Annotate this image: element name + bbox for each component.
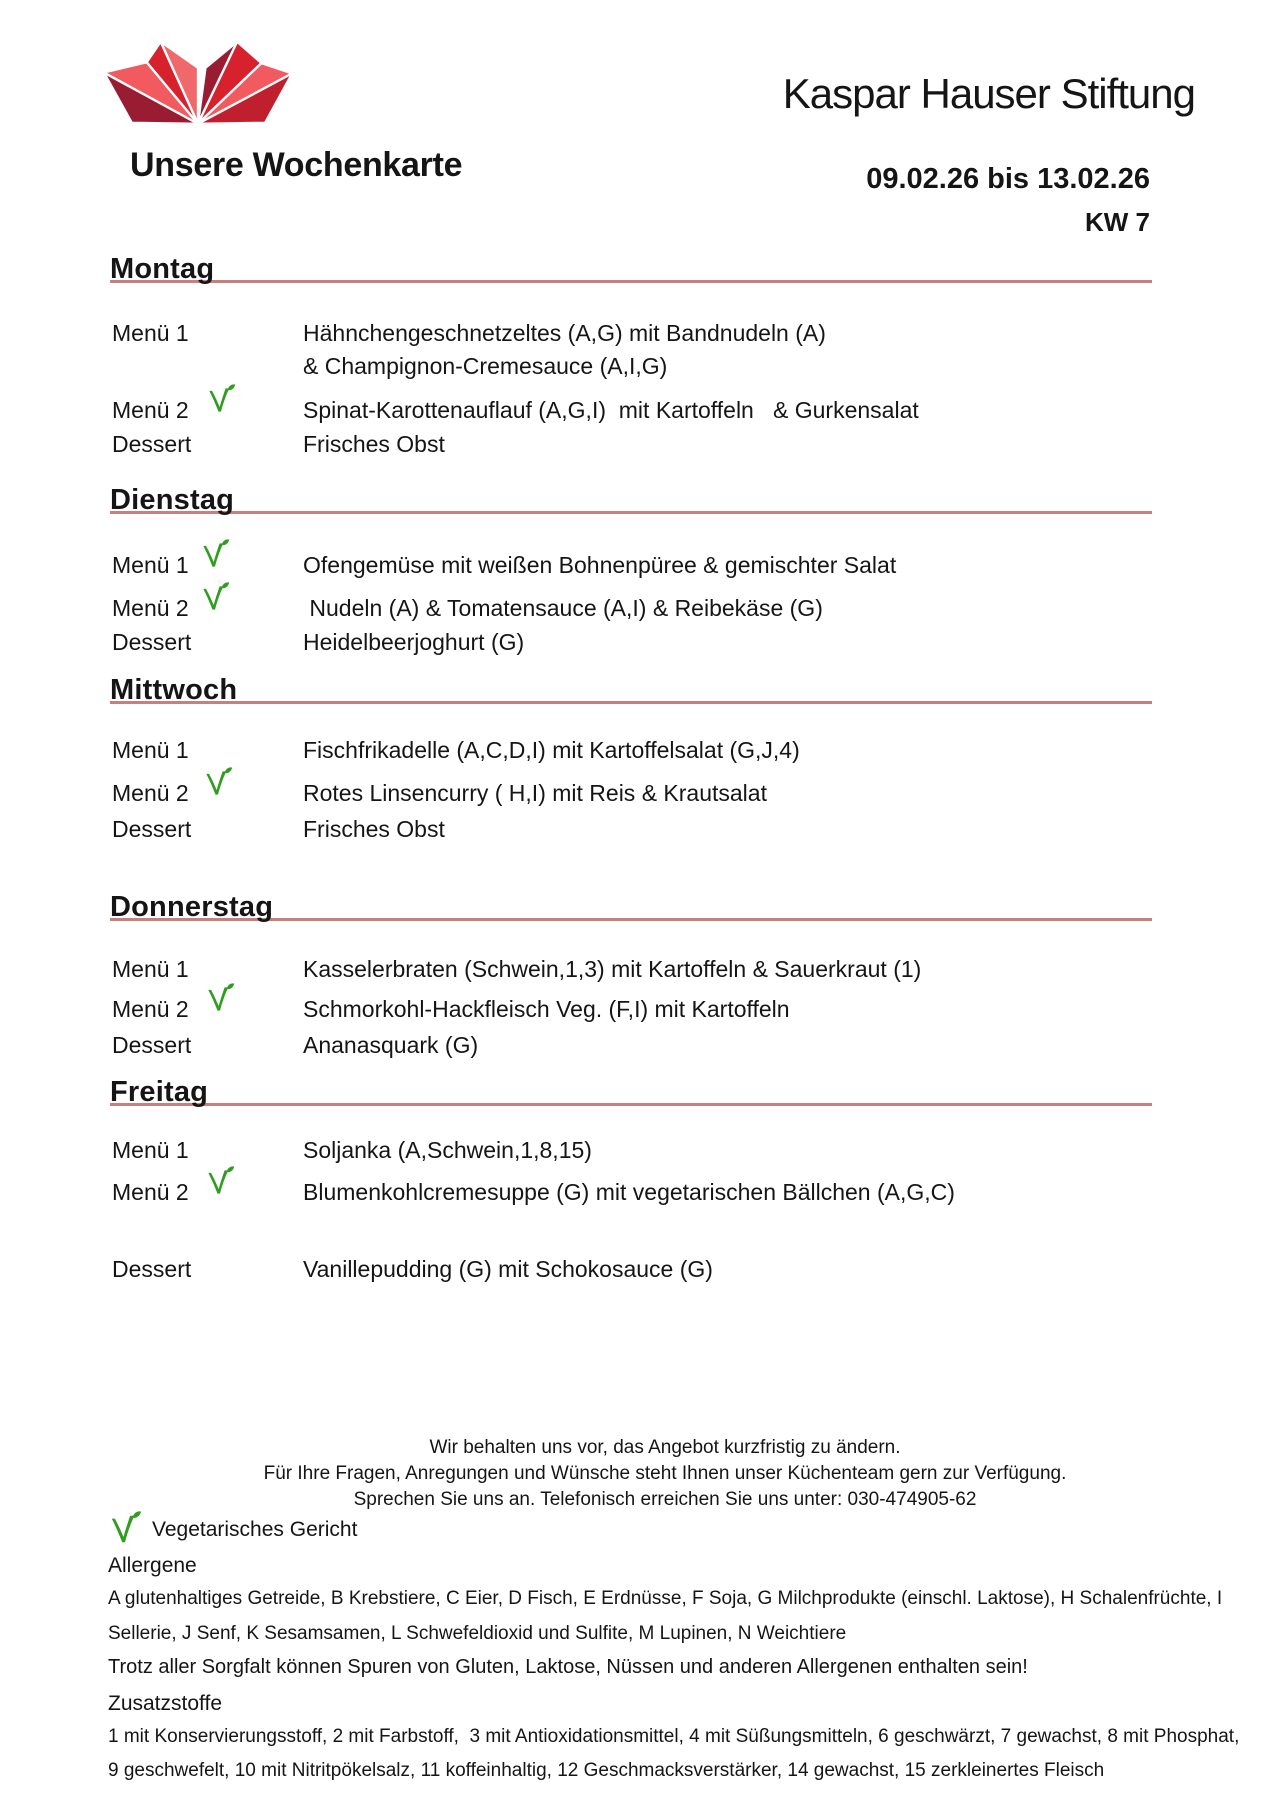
additives-heading: Zusatzstoffe <box>108 1692 223 1715</box>
menu-row-text: Hähnchengeschnetzeltes (A,G) mit Bandnudeln (A) <box>303 320 826 346</box>
menu-row-label: Dessert <box>112 629 192 655</box>
vegetarian-icon <box>203 764 233 802</box>
menu-row-label: Dessert <box>112 1256 192 1282</box>
menu-row-label: Dessert <box>112 1032 192 1058</box>
menu-row-text: Heidelbeerjoghurt (G) <box>303 629 525 655</box>
vegetarian-icon <box>205 1163 235 1201</box>
menu-row-text: Fischfrikadelle (A,C,D,I) mit Kartoffelsalat (G,J,4) <box>303 737 800 763</box>
menu-row-text: Ofengemüse mit weißen Bohnenpüree & gemischter Salat <box>303 552 897 578</box>
allergens-text-line: A glutenhaltiges Getreide, B Krebstiere, C Eier, D Fisch, E Erdnüsse, F Soja, G Milchprodukte (einschl. Laktose), H Schalenfrüchte, I <box>108 1588 1223 1609</box>
footer-note: Sprechen Sie uns an. Telefonisch erreichen Sie uns unter: 030-474905-62 <box>353 1489 977 1510</box>
additives-text-line: 9 geschwefelt, 10 mit Nitritpökelsalz, 11 koffeinhaltig, 12 Geschmacksverstärker, 14 gewachst, 15 zerkleinertes Fleisch <box>108 1760 1105 1781</box>
menu-row-text: Vanillepudding (G) mit Schokosauce (G) <box>303 1256 713 1282</box>
menu-row-label: Menü 1 <box>112 552 189 578</box>
day-underline <box>110 1103 1152 1106</box>
menu-row-label: Menü 1 <box>112 956 189 982</box>
menu-row-label: Menü 2 <box>112 397 189 423</box>
menu-row-text: Frisches Obst <box>303 431 445 457</box>
menu-row-text: Rotes Linsencurry ( H,I) mit Reis & Krautsalat <box>303 780 767 806</box>
menu-row-text: & Champignon-Cremesauce (A,I,G) <box>303 353 668 379</box>
day-underline <box>110 280 1152 283</box>
allergens-heading: Allergene <box>108 1554 197 1577</box>
menu-row-label: Menü 2 <box>112 780 189 806</box>
day-heading-mittwoch: Mittwoch <box>110 674 238 706</box>
menu-row-label: Menü 1 <box>112 320 189 346</box>
day-heading-dienstag: Dienstag <box>110 484 235 516</box>
org-logo-fan-icon <box>88 32 308 126</box>
allergens-text-line: Sellerie, J Senf, K Sesamsamen, L Schwefeldioxid und Sulfite, M Lupinen, N Weichtiere <box>108 1623 847 1644</box>
trace-warning: Trotz aller Sorgfalt können Spuren von Gluten, Laktose, Nüssen und anderen Allergenen enthalten sein! <box>108 1656 1028 1678</box>
menu-row-label: Dessert <box>112 431 192 457</box>
menu-row-text: Schmorkohl-Hackfleisch Veg. (F,I) mit Kartoffeln <box>303 996 790 1022</box>
footer-note: Für Ihre Fragen, Anregungen und Wünsche steht Ihnen unser Küchenteam gern zur Verfügung. <box>263 1463 1067 1484</box>
additives-text-line: 1 mit Konservierungsstoff, 2 mit Farbstoff, 3 mit Antioxidationsmittel, 4 mit Süßungsmitteln, 6 geschwärzt, 7 gewachst, 8 mit Phosphat, <box>108 1726 1240 1747</box>
vegetarian-icon <box>205 980 235 1018</box>
menu-row-label: Menü 2 <box>112 996 189 1022</box>
menu-row-text: Blumenkohlcremesuppe (G) mit vegetarischen Bällchen (A,G,C) <box>303 1179 955 1205</box>
menu-row-text: Soljanka (A,Schwein,1,8,15) <box>303 1137 592 1163</box>
page-title: Unsere Wochenkarte <box>130 146 463 184</box>
vegetarian-icon <box>206 381 236 419</box>
vegetarian-icon <box>108 1508 142 1550</box>
menu-row-label: Dessert <box>112 816 192 842</box>
menu-row-label: Menü 1 <box>112 737 189 763</box>
menu-row-text: Kasselerbraten (Schwein,1,3) mit Kartoffeln & Sauerkraut (1) <box>303 956 922 982</box>
day-underline <box>110 701 1152 704</box>
vegetarian-icon <box>200 536 230 574</box>
menu-row-label: Menü 2 <box>112 595 189 621</box>
menu-row-text: Ananasquark (G) <box>303 1032 479 1058</box>
day-heading-montag: Montag <box>110 253 215 285</box>
org-name: Kaspar Hauser Stiftung <box>782 70 1195 117</box>
footer-note: Wir behalten uns vor, das Angebot kurzfristig zu ändern. <box>429 1437 901 1458</box>
week-number: KW 7 <box>1085 207 1150 237</box>
vegetarian-icon <box>200 579 230 617</box>
day-heading-freitag: Freitag <box>110 1076 209 1108</box>
day-heading-donnerstag: Donnerstag <box>110 891 274 923</box>
menu-row-label: Menü 1 <box>112 1137 189 1163</box>
menu-row-text: Nudeln (A) & Tomatensauce (A,I) & Reibekäse (G) <box>303 595 823 621</box>
vegetarian-legend-label: Vegetarisches Gericht <box>152 1518 358 1541</box>
date-range: 09.02.26 bis 13.02.26 <box>866 163 1150 195</box>
menu-row-text: Frisches Obst <box>303 816 445 842</box>
menu-row-text: Spinat-Karottenauflauf (A,G,I) mit Kartoffeln & Gurkensalat <box>303 397 919 423</box>
day-underline <box>110 511 1152 514</box>
menu-row-label: Menü 2 <box>112 1179 189 1205</box>
